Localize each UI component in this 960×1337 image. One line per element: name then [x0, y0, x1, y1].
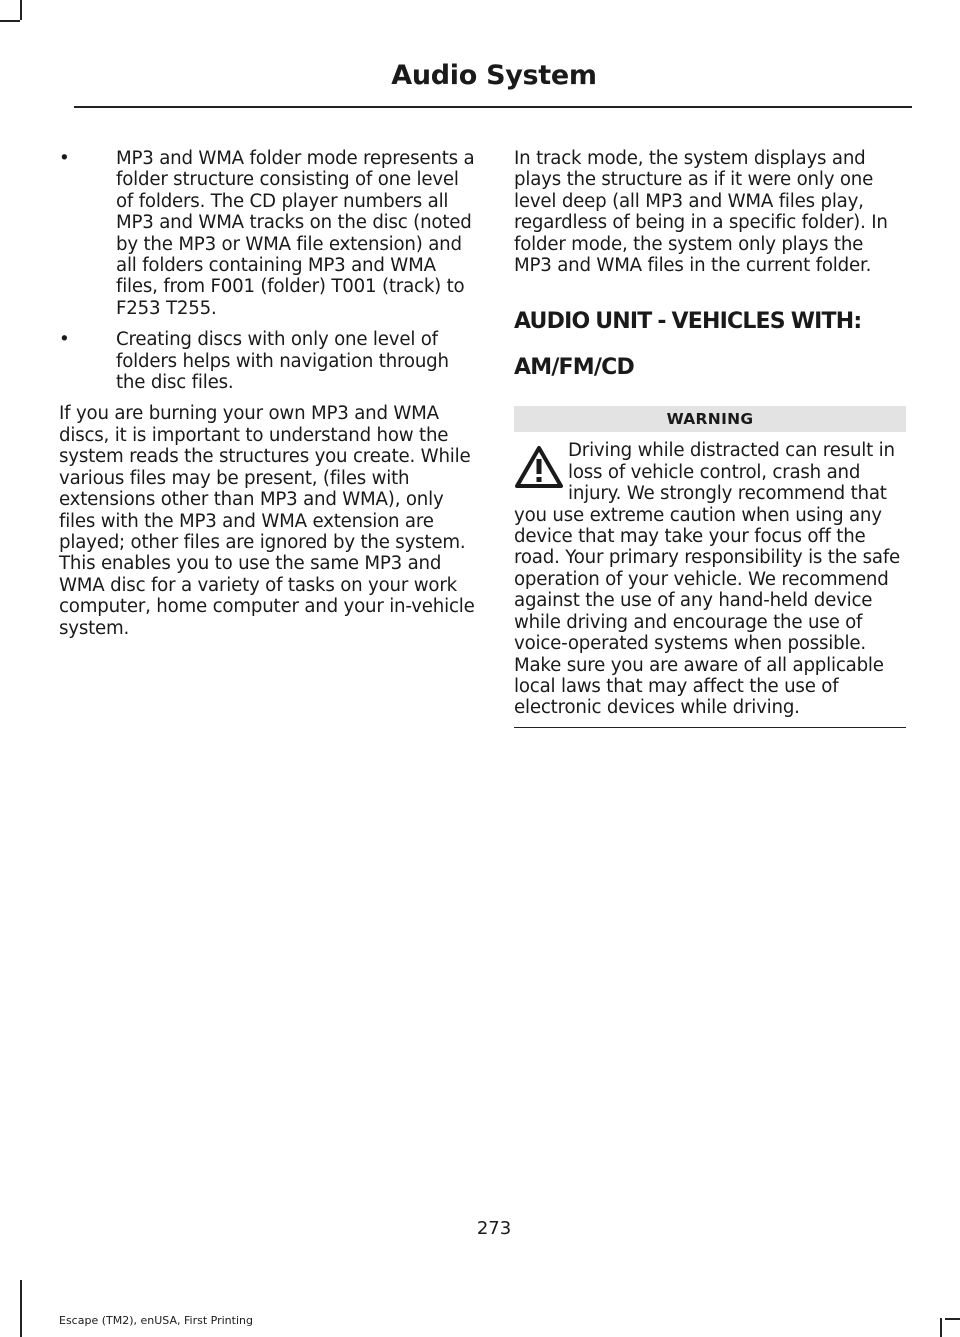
right-column [514, 148, 906, 728]
crop-mark-bottom-left-v [20, 1280, 22, 1337]
footer-note: Escape (TM2), enUSA, First Printing [59, 1314, 253, 1327]
page-title: Audio System [391, 60, 597, 91]
bullet-list [59, 148, 479, 393]
list-item: • Creating discs with only one level of folders helps with navigation through the disc files. [59, 329, 449, 394]
list-item: • MP3 and WMA folder mode represents a folder structure consisting of one level of folders. The CD player numbers all MP3 and WMA tracks on the disc (noted by the MP3 or WMA file extension) and all folders containing MP3 and WMA files, from F001 (folder) T001 (track) to F253 T255. [59, 148, 475, 319]
page-number: 273 [476, 1218, 512, 1239]
crop-mark-bottom-right-h [945, 1318, 960, 1320]
body-paragraph: If you are burning your own MP3 and WMA discs, it is important to understand how the system reads the structures you create. While various files may be present, (files with extensions other than MP3 and WMA), only files with the MP3 and WMA extension are played; other files are ignored by the system. This enables you to use the same MP3 and WMA disc for a variety of tasks on your work computer, home computer and your in-vehicle system. [59, 403, 475, 639]
warning-triangle-icon [514, 444, 564, 490]
body-paragraph: In track mode, the system displays and plays the structure as if it were only one level deep (all MP3 and WMA files play, regardless of being in a specific folder). In folder mode, the system only plays the MP3 and WMA files in the current folder. [514, 148, 888, 277]
crop-mark-bottom-right-v [940, 1318, 942, 1337]
crop-mark-top-left-v [20, 0, 22, 20]
section-heading: AUDIO UNIT - VEHICLES WITH: AM/FM/CD [514, 309, 862, 381]
warning-label: WARNING [514, 406, 906, 432]
left-column [59, 148, 479, 651]
warning-text: Driving while distracted can result in loss of vehicle control, crash and injury. We strongly recommend that you use extreme caution when using any device that may take your focus off the road. Your primary responsibility is the safe operation of your vehicle. We recommend against the use of any hand-held device while driving and encourage the use of voice-operated systems when possible. Make sure you are aware of all applicable local laws that may affect the use of electronic devices while driving. [514, 440, 901, 719]
header-rule [74, 106, 912, 108]
bullet-text: Creating discs with only one level of folders helps with navigation through the disc files. [116, 329, 449, 394]
bullet-text: MP3 and WMA folder mode represents a folder structure consisting of one level of folders. The CD player numbers all MP3 and WMA tracks on the disc (noted by the MP3 or WMA file extension) and all folders containing MP3 and WMA files, from F001 (folder) T001 (track) to F253 T255. [116, 148, 475, 319]
warning-box [514, 440, 906, 718]
crop-mark-top-left-h [0, 20, 20, 22]
warning-rule [514, 727, 906, 729]
